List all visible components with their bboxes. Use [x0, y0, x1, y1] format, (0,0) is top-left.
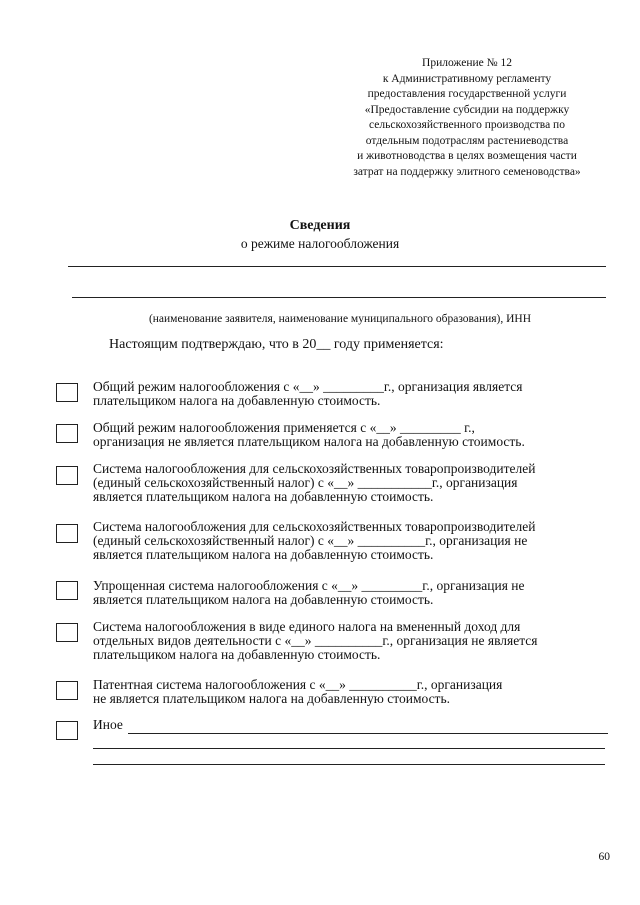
- page-number: 60: [598, 851, 610, 863]
- option-text-agri-vat: [93, 462, 535, 504]
- appendix-line: Приложение № 12: [422, 57, 512, 69]
- option-line: плательщиком налога на добавленную стоимость.: [93, 647, 381, 662]
- option-text-other: [93, 718, 123, 732]
- appendix-line: сельскохозяйственного производства по: [369, 119, 565, 131]
- option-line: Система налогообложения в виде единого налога на вмененный доход для: [93, 619, 521, 634]
- option-text-agri-no-vat: [93, 520, 535, 562]
- option-checkbox-general-vat[interactable]: [56, 383, 78, 402]
- document-title: Сведения: [289, 218, 351, 233]
- option-line: организация не является плательщиком налога на добавленную стоимость.: [93, 434, 525, 449]
- applicant-name-line-1[interactable]: [68, 266, 606, 267]
- appendix-line: затрат на поддержку элитного семеноводства»: [353, 165, 581, 178]
- option-text-patent: [93, 678, 502, 706]
- option-line: (единый сельскохозяйственный налог) с «__» __________г., организация не: [93, 533, 528, 548]
- option-line: Общий режим налогообложения с «__» _________г., организация является: [93, 379, 523, 394]
- appendix-line: отдельным подотраслям растениеводства: [365, 134, 569, 147]
- option-checkbox-agri-vat[interactable]: [56, 466, 78, 485]
- appendix-line: и животноводства в целях возмещения части: [357, 150, 577, 162]
- appendix-line: к Административному регламенту: [382, 72, 552, 85]
- other-field-line-3[interactable]: [93, 764, 605, 765]
- option-line: является плательщиком налога на добавленную стоимость.: [93, 547, 434, 562]
- option-checkbox-general-no-vat[interactable]: [56, 424, 78, 443]
- option-line: является плательщиком налога на добавленную стоимость.: [93, 592, 434, 607]
- option-line: не является плательщиком налога на добавленную стоимость.: [93, 691, 450, 706]
- option-checkbox-other[interactable]: [56, 721, 78, 740]
- option-checkbox-imputed-income[interactable]: [56, 623, 78, 642]
- option-line: Система налогообложения для сельскохозяйственных товаропроизводителей: [93, 461, 536, 476]
- option-text-general-no-vat: [93, 421, 525, 449]
- appendix-line: «Предоставление субсидии на поддержку: [364, 103, 570, 116]
- option-text-imputed-income: [93, 620, 538, 662]
- appendix-line: предоставления государственной услуги: [367, 88, 567, 100]
- option-line: Патентная система налогообложения с «__» __________г., организация: [93, 677, 503, 692]
- option-text-simplified: [93, 579, 525, 607]
- option-text-general-vat: [93, 380, 523, 408]
- option-line: плательщиком налога на добавленную стоимость.: [93, 393, 381, 408]
- intro-text: Настоящим подтверждаю, что в 20__ году применяется:: [109, 337, 444, 352]
- option-line: Общий режим налогообложения применяется с «__» _________ г.,: [93, 420, 475, 435]
- option-line: Система налогообложения для сельскохозяйственных товаропроизводителей: [93, 519, 536, 534]
- option-checkbox-simplified[interactable]: [56, 581, 78, 600]
- applicant-caption: (наименование заявителя, наименование муниципального образования), ИНН: [148, 313, 532, 325]
- option-line: является плательщиком налога на добавленную стоимость.: [93, 489, 434, 504]
- other-field-line-2[interactable]: [93, 748, 605, 749]
- document-subtitle: о режиме налогообложения: [240, 236, 400, 251]
- option-line: Иное: [93, 717, 123, 732]
- other-field-line-1[interactable]: [128, 733, 608, 734]
- option-checkbox-agri-no-vat[interactable]: [56, 524, 78, 543]
- option-line: отдельных видов деятельности с «__» __________г., организация не является: [93, 633, 538, 648]
- option-checkbox-patent[interactable]: [56, 681, 78, 700]
- option-line: Упрощенная система налогообложения с «__» _________г., организация не: [93, 578, 525, 593]
- option-line: (единый сельскохозяйственный налог) с «__» ___________г., организация: [93, 475, 518, 490]
- appendix-header: [332, 56, 602, 180]
- applicant-name-line-2[interactable]: [72, 297, 606, 298]
